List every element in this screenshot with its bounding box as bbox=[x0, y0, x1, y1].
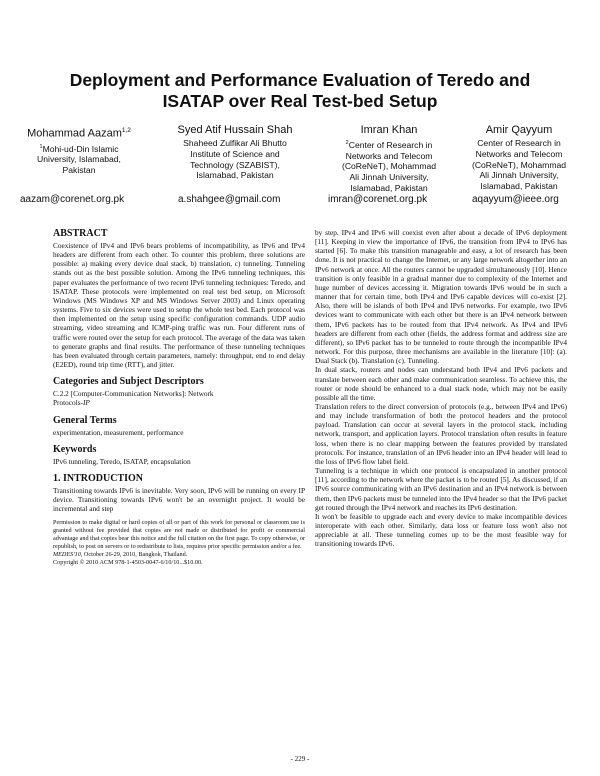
body-paragraph: by step. IPv4 and IPv6 will coexist even after about a decade of IPv6 deployment [11]. Keeping in view the importance of IPv6, the transition from IPv4 to IPv6 has started [6]. To make this transition manageable and easy, a lot of research has been done. It is not practical to change the Internet, or any large network altogether into an IPv6 network at once. All the routers cannot be upgraded simultaneously [10]. Hence transition is only feasible in a gradual manner due to complexity of the Internet and huge number of devices accessing it. Migration towards IPv6 would be in such a manner that for certain time, both IPv4 and IPv6 capable devices will co-exist [2]. Also, there will be islands of both IPv4 and IPv6 networks. For example, two IPv6 devices want to communicate with each other but there is an IPv4 network between them, IPv6 packets has to be routed from that IPv4 network. As IPv4 and IPv6 headers are different from each other (fields, the address format and address size are different), so IPv6 packet has to be tunneled to route through the incompatible IPv4 network. For this purpose, three mechanisms are available in the literature [10]: (a). Dual Stack (b). Translation (c). Tunneling. bbox=[315, 228, 567, 366]
title-line-1: Deployment and Performance Evaluation of Teredo and bbox=[69, 70, 531, 90]
author-3-email[interactable]: imran@corenet.org.pk bbox=[328, 194, 428, 205]
author-superscript: 1,2 bbox=[121, 127, 131, 134]
affiliation-line: Islamabad, Pakistan bbox=[196, 170, 274, 181]
author-1-email[interactable]: aazam@corenet.org.pk bbox=[20, 194, 125, 205]
affiliation-line: University, Islamabad, bbox=[37, 154, 121, 165]
right-column bbox=[315, 228, 567, 548]
page-number: - 229 - bbox=[290, 755, 310, 763]
affiliation-line: Ali Jinnah University, bbox=[479, 170, 559, 181]
keywords-heading: Keywords bbox=[53, 443, 97, 455]
affiliation-line: Mohi-ud-Din Islamic bbox=[42, 143, 119, 154]
affiliation-line: Institute of Science and bbox=[190, 148, 280, 159]
author-1 bbox=[14, 124, 144, 176]
affiliation-superscript: 2 bbox=[345, 140, 349, 146]
body-paragraph: In dual stack, routers and nodes can understand both IPv4 and IPv6 packets and translate between each other and make communication seamless. To achieve this, the router or node should be enhanced to a dual stack node, which may not be easily possible all the time. bbox=[315, 365, 567, 402]
general-terms-heading: General Terms bbox=[53, 414, 117, 426]
body-paragraph: Translation refers to the direct conversion of protocols (e.g., between IPv4 and IPv6) and may include transformation of both the protocol headers and the protocol payload. Translation can occur at several layers in the protocol stack, including network, transport, and application layers. Protocol translation often results in feature loss, when there is no clear mapping between the features provided by translated protocols. For instance, translation of an IPv6 header into an IPv4 header will lead to the loss of IPv6 flow label field. bbox=[315, 401, 567, 466]
categories-line-1: C.2.2 [Computer-Communication Networks]: Network bbox=[53, 389, 214, 399]
paper-title bbox=[40, 70, 560, 112]
conference-line: MEDES'10, October 26-29, 2010, Bangkok, Thailand. bbox=[53, 550, 188, 558]
affiliation-line: Networks and Telecom bbox=[345, 150, 433, 161]
affiliation-line: (CoReNeT), Mohammad bbox=[341, 161, 437, 172]
copyright-line: Copyright © 2010 ACM 978-1-4503-0047-6/10/10...$10.00. bbox=[53, 558, 203, 566]
categories-line-2: Protocols-IP bbox=[53, 398, 90, 408]
affiliation-line: Shaheed Zulfikar Ali Bhutto bbox=[183, 138, 287, 148]
keywords-text: IPv6 tunneling, Teredo, ISATAP, encapsulation bbox=[53, 456, 191, 466]
affiliation-line: Pakistan bbox=[62, 165, 96, 176]
introduction-text: Transitioning towards IPv6 is inevitable. Very soon, IPv6 will be running on every IP device. Transitioning towards IPv6 won't be an overnight project. It would be incremental and step bbox=[53, 485, 305, 514]
affiliation-line: Technology (SZABIST), bbox=[190, 159, 280, 170]
body-paragraph: Tunneling is a technique in which one protocol is encapsulated in another protocol [11], according to the network where the packet is to be routed [5]. As discussed, if an IPv6 source communicating with an IPv6 destination and an IPv4 network is between them, then IPv6 packets must be tunneled into the IPv4 header so that the IPv6 packet get routed through the IPv4 network and reaches its IPv6 destination. bbox=[315, 466, 567, 512]
affiliation-line: Networks and Telecom bbox=[475, 148, 563, 159]
permission-notice bbox=[53, 519, 305, 566]
affiliation-line: Islamabad, Pakistan bbox=[350, 183, 428, 194]
affiliation-superscript: 1 bbox=[39, 143, 43, 150]
introduction-heading: 1. INTRODUCTION bbox=[53, 472, 144, 484]
author-2 bbox=[160, 124, 310, 181]
left-column bbox=[53, 228, 305, 567]
affiliation-line: (CoReNeT), Mohammad bbox=[471, 159, 567, 170]
author-name: Amir Qayyum bbox=[485, 124, 553, 136]
affiliation-line: Islamabad, Pakistan bbox=[480, 181, 558, 192]
author-4-email[interactable]: aqayyum@ieee.org bbox=[472, 194, 559, 205]
body-paragraph: It won't be feasible to upgrade each and every device to make incompatible devices interoperate with each other. Similarly, data loss or feature loss won't also not appreciable at all. These tunneling comes up to be the most feasible way for transitioning towards IPv6. bbox=[315, 511, 567, 549]
general-terms-text: experimentation, measurement, performance bbox=[53, 427, 184, 437]
categories-heading: Categories and Subject Descriptors bbox=[53, 376, 204, 388]
author-2-email[interactable]: a.shahgee@gmail.com bbox=[178, 194, 281, 205]
affiliation-line: Center of Research in bbox=[348, 139, 433, 150]
author-3 bbox=[324, 124, 454, 194]
abstract-text: Coexistence of IPv4 and IPv6 bears problems of incompatibility, as IPv6 and IPv4 headers are different from each other. To counter this problem, three solutions are possible: a) making every device dual stack, b) translation, c) tunneling. Tunneling stands out as the best possible solution. Among the IPv6 tunneling techniques, this paper evaluates the performance of two recent IPv6 tunneling techniques: Teredo, and ISATAP. These protocols were implemented on real test bed setup, on Microsoft Windows (MS Windows XP and MS Windows Server 2003) and Linux operating systems. Five to six devices were used to setup the whole test bed. Each protocol was then implemented on the setup using specific configuration commands. UDP audio streaming, video streaming and ICMP-ping traffic was run. Four different runs of traffic were routed over the setup for each protocol. The average of the data was taken to generate graphs and final results. The performance of these tunneling techniques has been evaluated through certain parameters, namely: throughput, end to end delay (E2ED), round trip time (RTT), and jitter. bbox=[53, 241, 305, 370]
permission-text: Permission to make digital or hard copies of all or part of this work for personal or classroom use is granted without fee provided that copies are not made or distributed for profit or commercial advantage and that copies bear this notice and the full citation on the first page. To copy otherwise, or republish, to post on servers or to redistribute to lists, requires prior specific permission and/or a fee. bbox=[53, 519, 305, 550]
author-name: Mohammad Aazam bbox=[27, 127, 122, 140]
author-name: Imran Khan bbox=[360, 124, 418, 136]
author-name: Syed Atif Hussain Shah bbox=[177, 124, 293, 136]
author-4 bbox=[460, 124, 578, 192]
affiliation-line: Center of Research in bbox=[477, 138, 561, 148]
title-line-2: ISATAP over Real Test-bed Setup bbox=[162, 91, 438, 111]
abstract-heading: ABSTRACT bbox=[53, 228, 108, 239]
affiliation-line: Ali Jinnah University, bbox=[349, 172, 429, 183]
